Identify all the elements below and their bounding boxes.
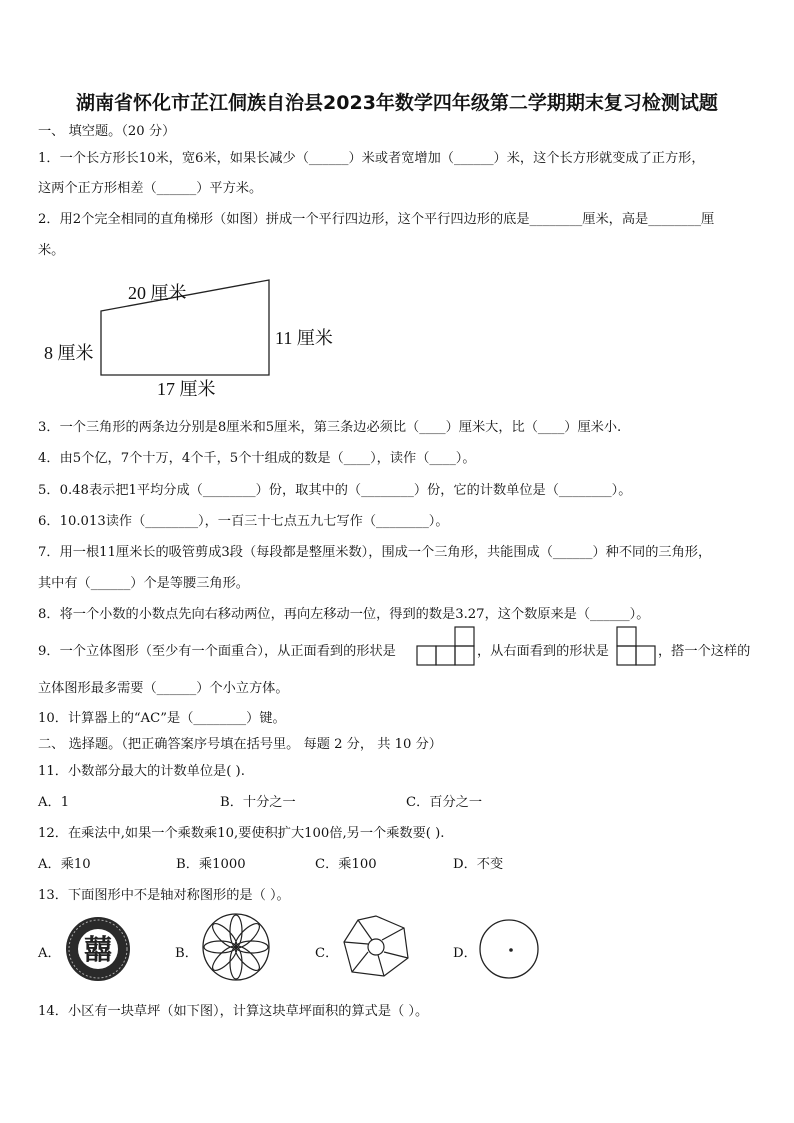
question-7-line-1: 7．用一根11厘米长的吸管剪成3段（每段都是整厘米数），围成一个三角形，共能围成（______）种不同的三角形， bbox=[38, 545, 712, 560]
question-8: 8．将一个小数的小数点先向右移动两位，再向左移动一位，得到的数是3.27，这个数原来是（______）。 bbox=[38, 607, 650, 622]
question-12-option-d: D．不变 bbox=[453, 857, 504, 872]
question-13-option-c: C． bbox=[315, 946, 339, 961]
question-9-part-1: 9．一个立体图形（至少有一个面重合），从正面看到的形状是 bbox=[38, 644, 396, 659]
question-2-line-1: 2．用2个完全相同的直角梯形（如图）拼成一个平行四边形，这个平行四边形的底是________厘米，高是________厘 bbox=[38, 212, 715, 227]
question-11-option-c: C．百分之一 bbox=[406, 795, 483, 810]
question-11: 11．小数部分最大的计数单位是( ). bbox=[38, 764, 245, 779]
double-happiness-logo-text: 囍 bbox=[83, 933, 113, 966]
question-6: 6．10.013读作（________），一百三十七点五九七写作（________）。 bbox=[38, 514, 449, 529]
section-1-heading: 一、 填空题。（20 分） bbox=[38, 124, 176, 139]
question-9-part-3: ，搭一个这样的 bbox=[658, 644, 751, 659]
section-2-heading: 二、 选择题。（把正确答案序号填在括号里。 每题 2 分， 共 10 分） bbox=[38, 737, 442, 752]
question-4: 4．由5个亿，7个十万，4个千，5个十组成的数是（____），读作（____）。 bbox=[38, 451, 476, 466]
question-13: 13．下面图形中不是轴对称图形的是（ ）。 bbox=[38, 888, 290, 903]
question-12: 12．在乘法中,如果一个乘数乘10,要使积扩大100倍,另一个乘数要( ). bbox=[38, 826, 445, 841]
question-11-option-b: B．十分之一 bbox=[220, 795, 296, 810]
question-12-option-c: C．乘100 bbox=[315, 857, 377, 872]
question-11-option-a: A．1 bbox=[38, 795, 70, 810]
question-12-option-b: B．乘1000 bbox=[176, 857, 246, 872]
question-14: 14．小区有一块草坪（如下图），计算这块草坪面积的算式是（ ）。 bbox=[38, 1004, 429, 1019]
question-13-option-d: D． bbox=[453, 946, 477, 961]
question-9-line-2: 立体图形最多需要（______）个小立方体。 bbox=[38, 681, 289, 696]
page-title: 湖南省怀化市芷江侗族自治县2023年数学四年级第二学期期末复习检测试题 bbox=[76, 92, 718, 114]
question-5: 5．0.48表示把1平均分成（________）份，取其中的（________）份，它的计数单位是（________）。 bbox=[38, 483, 632, 498]
question-12-option-a: A．乘10 bbox=[38, 857, 91, 872]
question-9-part-2: ，从右面看到的形状是 bbox=[477, 644, 609, 659]
question-13-option-b: B． bbox=[175, 946, 198, 961]
question-2-line-2: 米。 bbox=[38, 243, 65, 258]
question-13-option-a: A． bbox=[38, 946, 61, 961]
question-3: 3．一个三角形的两条边分别是8厘米和5厘米，第三条边必须比（____）厘米大，比（____）厘米小. bbox=[38, 420, 622, 435]
trapezoid-top-label: 20 厘米 bbox=[128, 283, 187, 303]
trapezoid-left-label: 8 厘米 bbox=[44, 343, 94, 363]
question-1-line-2: 这两个正方形相差（______）平方米。 bbox=[38, 181, 263, 196]
question-10: 10．计算器上的“AC”是（________）键。 bbox=[38, 711, 286, 726]
question-1-line-1: 1．一个长方形长10米，宽6米，如果长减少（______）米或者宽增加（______）米，这个长方形就变成了正方形， bbox=[38, 151, 705, 166]
question-7-line-2: 其中有（______）个是等腰三角形。 bbox=[38, 576, 249, 591]
trapezoid-right-label: 11 厘米 bbox=[275, 328, 333, 348]
trapezoid-bottom-label: 17 厘米 bbox=[157, 379, 216, 399]
